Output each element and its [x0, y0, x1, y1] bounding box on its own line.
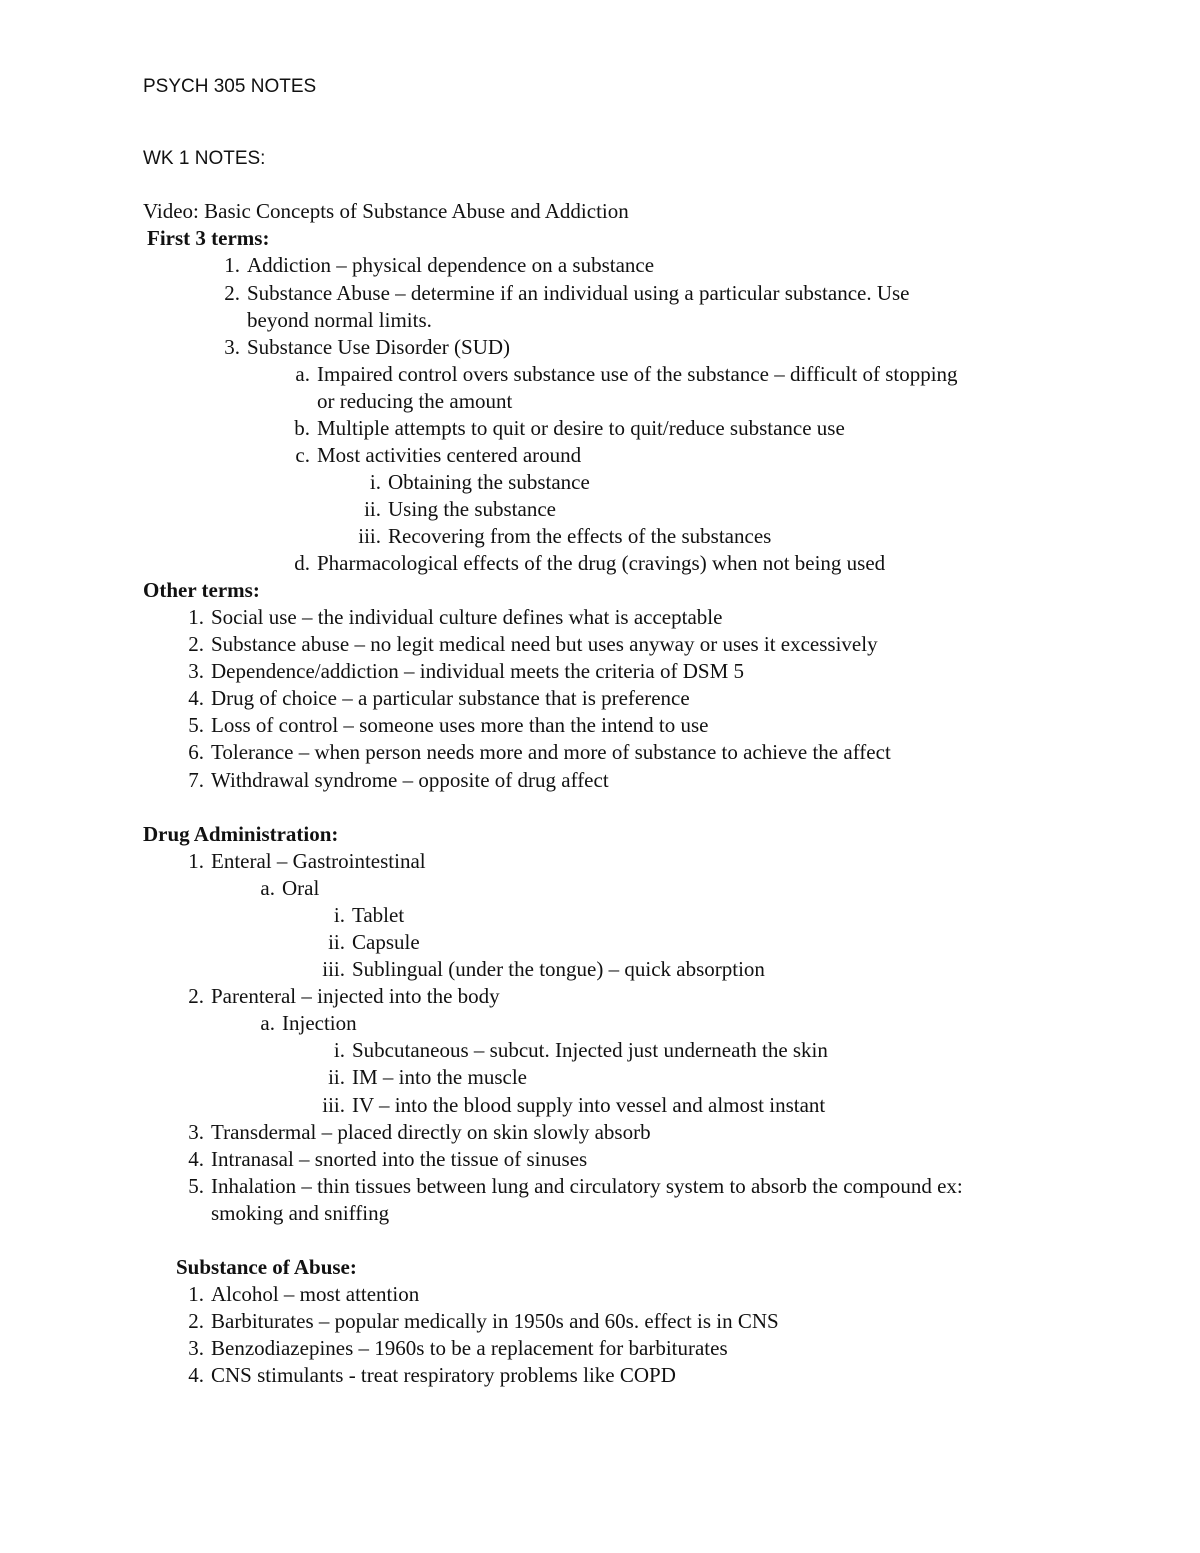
list-marker: 3.	[188, 659, 204, 683]
list-item-continuation: beyond normal limits.	[247, 308, 432, 332]
list-item	[224, 280, 910, 307]
list-item	[322, 1092, 826, 1119]
list-text: Recovering from the effects of the substances	[388, 524, 772, 548]
list-marker: 5.	[188, 713, 204, 737]
list-text: Substance abuse – no legit medical need but uses anyway or uses it excessively	[211, 632, 878, 656]
list-text: Inhalation – thin tissues between lung and circulatory system to absorb the compound ex:	[211, 1174, 963, 1198]
page-title: PSYCH 305 NOTES	[143, 76, 317, 97]
list-item	[188, 1335, 728, 1362]
list-text: Impaired control overs substance use of the substance – difficult of stopping	[317, 362, 958, 386]
list-item	[188, 848, 426, 875]
list-item	[260, 1010, 357, 1037]
list-item	[188, 739, 891, 766]
list-marker: c.	[295, 443, 310, 467]
list-marker: a.	[295, 362, 310, 386]
list-marker: 7.	[188, 768, 204, 792]
list-text: Sublingual (under the tongue) – quick absorption	[352, 957, 765, 981]
list-item	[188, 631, 878, 658]
list-marker: i.	[369, 470, 381, 494]
list-marker: 4.	[188, 1147, 204, 1171]
list-text: Obtaining the substance	[388, 470, 590, 494]
list-marker: 2.	[188, 984, 204, 1008]
list-marker: 1.	[188, 1282, 204, 1306]
list-text: Subcutaneous – subcut. Injected just underneath the skin	[352, 1038, 828, 1062]
list-text: Oral	[282, 876, 320, 900]
list-marker: 3.	[188, 1336, 204, 1360]
list-item	[322, 956, 765, 983]
list-item	[188, 767, 609, 794]
list-item	[295, 442, 582, 469]
list-marker: 2.	[188, 1309, 204, 1333]
list-marker: 1.	[188, 849, 204, 873]
list-text: Alcohol – most attention	[211, 1282, 420, 1306]
list-marker: 1.	[188, 605, 204, 629]
list-marker: iii.	[322, 1093, 345, 1117]
list-item	[188, 685, 690, 712]
list-item	[188, 983, 500, 1010]
list-marker: 4.	[188, 1363, 204, 1387]
list-item	[188, 712, 709, 739]
list-text: Most activities centered around	[317, 443, 582, 467]
list-text: Transdermal – placed directly on skin slowly absorb	[211, 1120, 651, 1144]
list-text: Tablet	[352, 903, 405, 927]
list-marker: b.	[294, 416, 310, 440]
list-item	[364, 496, 556, 523]
list-text: Dependence/addiction – individual meets the criteria of DSM 5	[211, 659, 745, 683]
list-text: Substance Use Disorder (SUD)	[247, 335, 511, 359]
list-item-continuation: or reducing the amount	[317, 389, 513, 413]
list-item	[358, 523, 772, 550]
list-text: Drug of choice – a particular substance that is preference	[211, 686, 690, 710]
list-marker: ii.	[364, 497, 381, 521]
list-marker: 2.	[224, 281, 240, 305]
video-title: Video: Basic Concepts of Substance Abuse and Addiction	[143, 199, 629, 223]
list-item	[188, 1281, 420, 1308]
other-terms-heading: Other terms:	[143, 578, 260, 602]
list-text: Social use – the individual culture defines what is acceptable	[211, 605, 723, 629]
list-marker: 3.	[224, 335, 240, 359]
list-marker: ii.	[328, 1065, 345, 1089]
week-heading: WK 1 NOTES:	[143, 148, 266, 169]
list-item-continuation: smoking and sniffing	[211, 1201, 390, 1225]
first-terms-heading: First 3 terms:	[147, 226, 270, 250]
list-text: Parenteral – injected into the body	[211, 984, 500, 1008]
list-item	[294, 415, 845, 442]
list-text: Benzodiazepines – 1960s to be a replacement for barbiturates	[211, 1336, 728, 1360]
list-item	[333, 902, 405, 929]
list-text: Pharmacological effects of the drug (cravings) when not being used	[317, 551, 886, 575]
list-marker: i.	[333, 903, 345, 927]
list-marker: iii.	[322, 957, 345, 981]
substance-of-abuse-heading: Substance of Abuse:	[176, 1255, 357, 1279]
list-marker: ii.	[328, 930, 345, 954]
list-marker: 4.	[188, 686, 204, 710]
list-text: Enteral – Gastrointestinal	[211, 849, 426, 873]
list-marker: iii.	[358, 524, 381, 548]
list-item	[260, 875, 320, 902]
list-text: Intranasal – snorted into the tissue of sinuses	[211, 1147, 588, 1171]
list-text: Injection	[282, 1011, 357, 1035]
list-item	[188, 1146, 588, 1173]
list-marker: a.	[260, 1011, 275, 1035]
list-marker: 3.	[188, 1120, 204, 1144]
list-text: Barbiturates – popular medically in 1950s and 60s. effect is in CNS	[211, 1309, 779, 1333]
list-marker: d.	[294, 551, 310, 575]
list-text: Using the substance	[388, 497, 556, 521]
list-marker: 1.	[224, 253, 240, 277]
list-item	[188, 1119, 651, 1146]
list-item	[224, 334, 511, 361]
list-marker: i.	[333, 1038, 345, 1062]
list-item	[188, 1308, 779, 1335]
list-item	[188, 1362, 676, 1389]
list-text: IV – into the blood supply into vessel and almost instant	[352, 1093, 826, 1117]
list-item	[188, 604, 723, 631]
list-item	[294, 550, 886, 577]
list-item	[188, 658, 745, 685]
list-marker: 2.	[188, 632, 204, 656]
list-item	[328, 929, 420, 956]
list-item	[295, 361, 958, 388]
list-item	[188, 1173, 963, 1200]
drug-administration-heading: Drug Administration:	[143, 822, 339, 846]
list-text: Withdrawal syndrome – opposite of drug affect	[211, 768, 609, 792]
list-text: IM – into the muscle	[352, 1065, 527, 1089]
list-marker: a.	[260, 876, 275, 900]
list-marker: 5.	[188, 1174, 204, 1198]
list-item	[328, 1064, 527, 1091]
list-item	[224, 252, 655, 279]
list-item	[369, 469, 590, 496]
list-text: Addiction – physical dependence on a substance	[247, 253, 655, 277]
list-text: Multiple attempts to quit or desire to quit/reduce substance use	[317, 416, 845, 440]
list-text: Tolerance – when person needs more and more of substance to achieve the affect	[211, 740, 891, 764]
list-marker: 6.	[188, 740, 204, 764]
list-item	[333, 1037, 828, 1064]
list-text: Capsule	[352, 930, 420, 954]
list-text: Substance Abuse – determine if an individual using a particular substance. Use	[247, 281, 910, 305]
list-text: Loss of control – someone uses more than the intend to use	[211, 713, 709, 737]
list-text: CNS stimulants - treat respiratory problems like COPD	[211, 1363, 676, 1387]
